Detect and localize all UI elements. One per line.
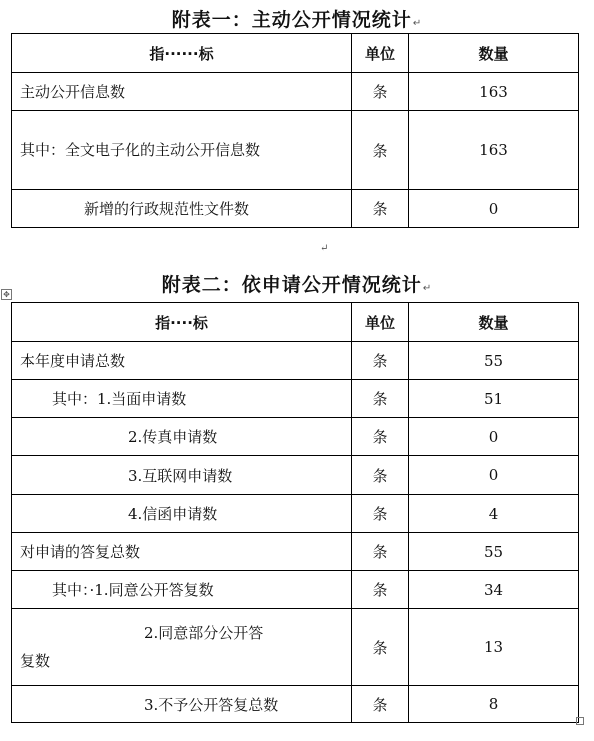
- row-count: 13: [409, 609, 579, 686]
- table-row: [12, 111, 579, 190]
- row-label: 对申请的答复总数: [12, 533, 352, 571]
- table-row: [12, 686, 579, 723]
- table-row: [12, 73, 579, 111]
- row-label: 本年度申请总数: [12, 342, 352, 380]
- row-count: 0: [409, 418, 579, 456]
- header-count: 数量: [409, 303, 579, 342]
- row-unit: 条: [352, 609, 409, 686]
- header-unit: 单位: [352, 34, 409, 73]
- row-unit: 条: [352, 342, 409, 380]
- row-count: 163: [409, 111, 579, 190]
- header-count: 数量: [409, 34, 579, 73]
- table1: [11, 33, 579, 228]
- table-row: [12, 418, 579, 456]
- table1-title-text: 附表一：主动公开情况统计: [171, 9, 412, 31]
- row-unit: 条: [352, 190, 409, 228]
- row-count: 163: [409, 73, 579, 111]
- table-row: [12, 456, 579, 495]
- table-resize-handle-icon[interactable]: [576, 717, 584, 725]
- row-count: 51: [409, 380, 579, 418]
- row-label: 其中：·1.同意公开答复数: [12, 571, 352, 609]
- row-label-text: [20, 619, 278, 675]
- row-unit: 条: [352, 495, 409, 533]
- row-label: 主动公开信息数: [12, 73, 352, 111]
- row-label: 3.不予公开答复总数: [12, 686, 352, 723]
- row-unit: 条: [352, 686, 409, 723]
- row-unit: 条: [352, 571, 409, 609]
- table1-title: [0, 5, 594, 32]
- row-count: 55: [409, 533, 579, 571]
- row-label: [12, 609, 352, 686]
- table-row: [12, 495, 579, 533]
- row-label-value: 2.同意部分公开答复数: [20, 624, 264, 670]
- paragraph-mark-icon: ↵: [320, 243, 329, 254]
- table2-title-text: 附表二：依申请公开情况统计: [161, 274, 422, 296]
- row-unit: 条: [352, 418, 409, 456]
- row-label: 2.传真申请数: [12, 418, 352, 456]
- paragraph-mark-icon: ↵: [422, 283, 433, 294]
- row-unit: 条: [352, 533, 409, 571]
- row-label: 3.互联网申请数: [12, 456, 352, 495]
- row-count: 8: [409, 686, 579, 723]
- table1-header-row: [12, 34, 579, 73]
- table-move-handle-icon[interactable]: ✥: [1, 289, 12, 300]
- table-row: [12, 190, 579, 228]
- table-row: [12, 533, 579, 571]
- row-unit: 条: [352, 73, 409, 111]
- table2-title: [0, 270, 594, 297]
- row-label: 4.信函申请数: [12, 495, 352, 533]
- paragraph-mark-icon: ↵: [412, 18, 423, 29]
- header-indicator: 指······标: [12, 34, 352, 73]
- table-row: [12, 342, 579, 380]
- row-count: 4: [409, 495, 579, 533]
- table-row: [12, 571, 579, 609]
- row-count: 0: [409, 190, 579, 228]
- row-label: 新增的行政规范性文件数: [12, 190, 352, 228]
- table2: [11, 302, 579, 723]
- header-unit: 单位: [352, 303, 409, 342]
- row-label-text: 其中：全文电子化的主动公开信息数: [20, 141, 261, 159]
- row-unit: 条: [352, 456, 409, 495]
- row-unit: 条: [352, 111, 409, 190]
- row-count: 34: [409, 571, 579, 609]
- table-row: [12, 380, 579, 418]
- row-unit: 条: [352, 380, 409, 418]
- header-indicator: 指····标: [12, 303, 352, 342]
- row-label: [12, 111, 352, 190]
- row-label: 其中：1.当面申请数: [12, 380, 352, 418]
- table2-header-row: [12, 303, 579, 342]
- table-row: [12, 609, 579, 686]
- row-count: 0: [409, 456, 579, 495]
- row-count: 55: [409, 342, 579, 380]
